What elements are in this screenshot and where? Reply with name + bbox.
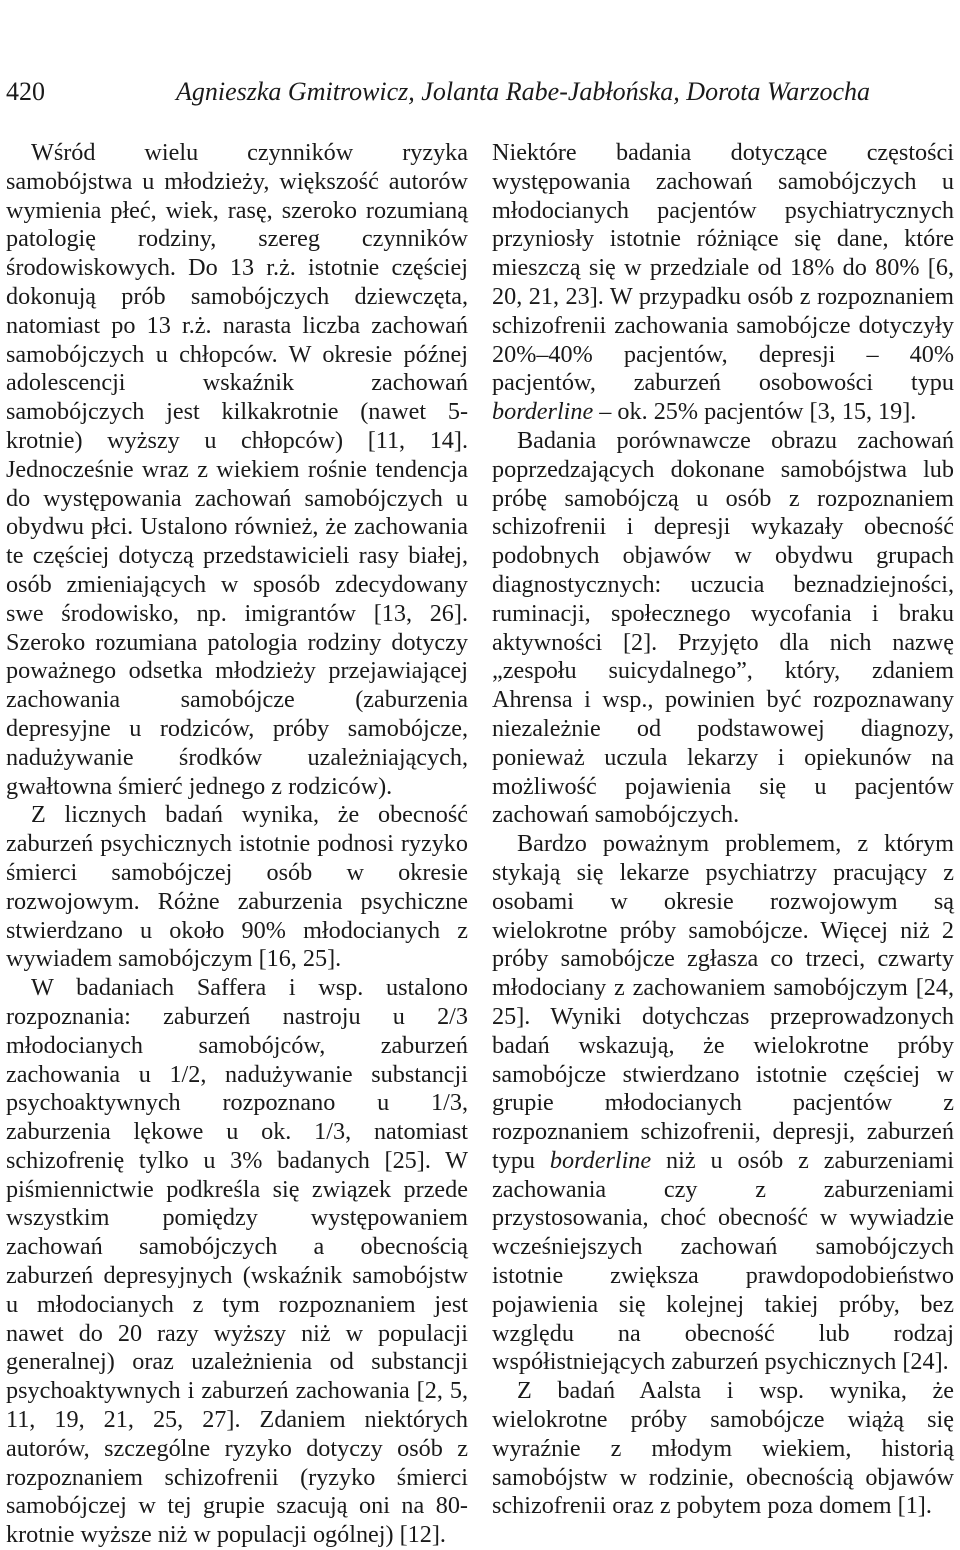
paragraph: Z licznych badań wynika, że obecność zaburzeń psychicznych istotnie podnosi ryzyko śmierci samobójczej osób w okresie rozwojowym. Różne zaburzenia psychiczne stwierdzano u około 90% młodocianych z wywiadem samobójczym [16, 25].	[6, 801, 468, 973]
paragraph: Badania porównawcze obrazu zachowań poprzedzających dokonane samobójstwa lub próbę samobójczą u osób z rozpoznaniem schizofrenii i depresji wykazały obecność podobnych objawów w obydwu grupach diagnostycznych: uczucia beznadziejności, ruminacji, społecznego wycofania i braku aktywności [2]. Przyjęto dla nich nazwę „zespołu suicydalnego”, który, zdaniem Ahrensa i wsp., powinien być rozpoznawany niezależnie od podstawowej diagnozy, ponieważ uczula lekarzy i opiekunów na możliwość pojawienia się u pacjentów zachowań samobójczych.	[492, 426, 954, 829]
paragraph-text: niż u osób z zaburzeniami zachowania czy z zaburzeniami przystosowania, choć obecność w wywiadzie wcześniejszych zachowań samobójczych istotnie zwiększa prawdopodobieństwo pojawienia się kolejnej takiej próby, bez względu na obecność lub rodzaj współistniejących zaburzeń psychicznych [24].	[492, 1146, 955, 1376]
paragraph-text: Niektóre badania dotyczące częstości występowania zachowań samobójczych u młodocianych pacjentów psychiatrycznych przyniosły istotnie różniące się dane, które mieszczą się w przedziale od 18% do 80% [6, 20, 21, 23]. W przypadku osób z rozpoznaniem schizofrenii zachowania samobójcze dotyczyły 20%–40% pacjentów, depresji – 40% pacjentów, zaburzeń osobowości typu	[492, 139, 954, 397]
paragraph: W badaniach Saffera i wsp. ustalono rozpoznania: zaburzeń nastroju u 2/3 młodocianych samobójców, zaburzeń zachowania u 1/2, nadużywanie substancji psychoaktywnych rozpoznano u 1/3, zaburzenia lękowe u ok. 1/3, natomiast schizofrenię tylko u 3% badanych [25]. W piśmiennictwie podkreśla się związek przede wszystkim pomiędzy występowaniem zachowań samobójczych a obecnością zaburzeń depresyjnych (wskaźnik samobójstw u młodocianych z tym rozpoznaniem jest nawet do 20 razy wyższy niż w populacji generalnej) oraz uzależnienia od substancji psychoaktywnych i zaburzeń zachowania [2, 5, 11, 19, 21, 25, 27]. Zdaniem niektórych autorów, szczególne ryzyko dotyczy osób z rozpoznaniem schizofrenii (ryzyko śmierci samobójczej w tej grupie szacują oni na 80-krotnie wyższe niż w populacji ogólnej) [12].	[6, 974, 468, 1549]
left-column	[6, 139, 468, 1550]
running-head-authors: Agnieszka Gmitrowicz, Jolanta Rabe-Jabłońska, Dorota Warzocha	[176, 77, 870, 106]
right-column	[492, 139, 954, 1521]
paragraph: Z badań Aalsta i wsp. wynika, że wielokrotne próby samobójcze wiążą się wyraźnie z młodym wiekiem, historią samobójstw w rodzinie, obecnością objawów schizofrenii oraz z pobytem poza domem [1].	[492, 1377, 954, 1520]
italic-term: borderline	[549, 1146, 652, 1174]
paragraph: Wśród wielu czynników ryzyka samobójstwa u młodzieży, większość autorów wymienia płeć, wiek, rasę, szeroko rozumianą patologię rodziny, szereg czynników środowiskowych. Do 13 r.ż. istotnie częściej dokonują prób samobójczych dziewczęta, natomiast po 13 r.ż. narasta liczba zachowań samobójczych u chłopców. W okresie późnej adolescencji wskaźnik zachowań samobójczych jest kilkakrotnie (nawet 5-krotnie) wyższy u chłopców) [11, 14]. Jednocześnie wraz z wiekiem rośnie tendencja do występowania zachowań samobójczych u obydwu płci. Ustalono również, że zachowania te częściej dotyczą przedstawicieli rasy białej, osób zmieniających w sposób zdecydowany swe środowisko, np. imigrantów [13, 26]. Szeroko rozumiana patologia rodziny dotyczy poważnego odsetka młodzieży przejawiającej zachowania samobójcze (zaburzenia depresyjne u rodziców, próby samobójcze, nadużywanie środków uzależniających, gwałtowna śmierć jednego z rodziców).	[6, 139, 468, 800]
page-header	[6, 72, 954, 112]
paragraph	[492, 139, 954, 427]
italic-term: borderline	[492, 398, 594, 426]
paragraph	[492, 830, 954, 1377]
paragraph-text: Bardzo poważnym problemem, z którym stykają się lekarze psychiatrzy pracujący z osobami w okresie rozwojowym są wielokrotne próby samobójcze. Więcej niż 2 próby samobójcze zgłasza co trzeci, czwarty młodociany z zachowaniem samobójczym [24, 25]. Wyniki dotychczas przeprowadzonych badań wskazują, że wielokrotne próby samobójcze stwierdzano istotnie częściej w grupie młodocianych pacjentów z rozpoznaniem schizofrenii, depresji, zaburzeń typu	[492, 830, 954, 1174]
page-number: 420	[6, 77, 45, 106]
paragraph-text: – ok. 25% pacjentów [3, 15, 19].	[599, 398, 917, 426]
